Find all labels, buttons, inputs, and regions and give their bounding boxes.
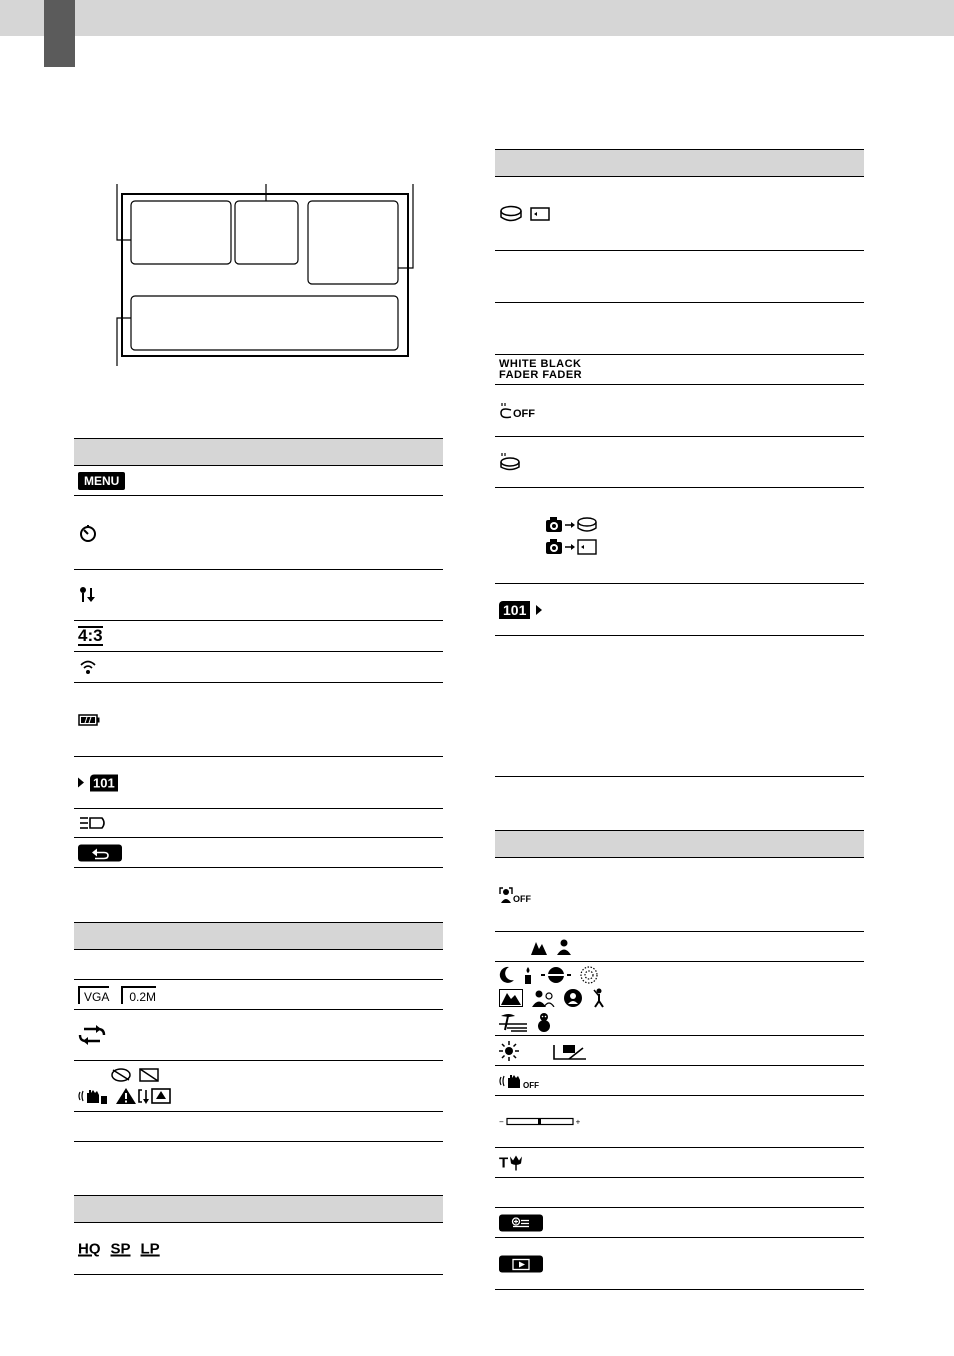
- fireworks-icon: [579, 966, 599, 984]
- play-arrow-icon: [78, 778, 84, 788]
- repeat-icon: [78, 1025, 106, 1045]
- copy-to-media-icon: [545, 516, 601, 534]
- table-row: [74, 496, 443, 570]
- camera-shake-warning-icon: [78, 1087, 110, 1105]
- face-off-icon: OFF: [499, 402, 535, 420]
- table-row: [74, 838, 443, 868]
- table-row: [495, 437, 864, 488]
- section-tab: [44, 0, 75, 67]
- media-error-icon: [110, 1067, 132, 1083]
- focus-icons: [531, 939, 571, 955]
- table-row: [74, 466, 443, 496]
- portrait-icon: [557, 939, 571, 955]
- image-size-icon: VGA 0.2M: [78, 986, 156, 1004]
- table-row: [495, 1066, 864, 1096]
- table-row: [74, 809, 443, 838]
- sunrise-sunset-icon: [541, 966, 571, 984]
- table-row: [495, 488, 864, 584]
- table-row: [495, 858, 864, 932]
- table-row: [495, 1208, 864, 1238]
- table-row: [74, 1010, 443, 1061]
- battery-icon: [78, 714, 100, 726]
- option-button-icon: [499, 1214, 543, 1231]
- sports-icon: [591, 988, 607, 1008]
- menu-icon: MENU: [78, 472, 125, 490]
- table-row: [74, 683, 443, 757]
- table-header: [74, 439, 443, 466]
- face-detect-off-icon: OFF: [499, 886, 531, 904]
- left-table-3: [74, 1195, 443, 1275]
- led-light-icon: [78, 815, 108, 831]
- warning-icon: [116, 1087, 176, 1105]
- snow-icon: [535, 1012, 553, 1032]
- self-timer-icon: [78, 523, 98, 543]
- table-row: [495, 303, 864, 355]
- candle-icon: [523, 966, 533, 984]
- recording-mode-icon: HQ SP LP: [78, 1240, 160, 1257]
- steady-shot-off-icon: OFF: [499, 1072, 539, 1090]
- table-row: [495, 932, 864, 962]
- outdoor-icon: [499, 1041, 519, 1061]
- landscape-scene-icon: [499, 989, 523, 1007]
- table-row: [495, 385, 864, 437]
- table-row: [74, 1112, 443, 1142]
- view-images-button-icon: [499, 1255, 543, 1272]
- table-row: [74, 621, 443, 652]
- microphone-level-icon: [78, 585, 98, 605]
- left-table-2: [74, 922, 443, 1142]
- table-header: [495, 150, 864, 177]
- copy-to-card-icon: [545, 538, 601, 556]
- table-row: [495, 251, 864, 303]
- night-scene-icon: [499, 966, 515, 984]
- soft-portrait-icon: [531, 989, 555, 1007]
- play-arrow-icon: [536, 605, 542, 615]
- table-row: [74, 980, 443, 1010]
- one-push-wb-icon: [553, 1042, 587, 1060]
- right-table-2: [495, 830, 864, 1290]
- table-row: [74, 757, 443, 809]
- table-row: [495, 1096, 864, 1148]
- table-row: [495, 1238, 864, 1290]
- face-detection-icon: [499, 452, 521, 472]
- screen-layout-diagram: [100, 175, 430, 375]
- table-row: [74, 570, 443, 621]
- table-row: [495, 1178, 864, 1208]
- wireless-icon: [78, 658, 98, 676]
- table-row: [74, 652, 443, 683]
- header-bar: [0, 0, 954, 36]
- right-table-1: [495, 149, 864, 777]
- return-icon: [78, 844, 122, 861]
- table-row: [495, 636, 864, 777]
- table-row: [495, 1036, 864, 1066]
- left-table-1: [74, 438, 443, 868]
- table-row: [74, 950, 443, 980]
- white-balance-icons: [499, 1041, 587, 1061]
- table-row: [495, 177, 864, 251]
- aspect-ratio-icon: 4:3: [78, 626, 103, 645]
- table-row: [495, 355, 864, 385]
- folder-play-icon: 101: [499, 601, 530, 619]
- scene-selection-icons: [499, 966, 607, 1032]
- table-row: [74, 1061, 443, 1112]
- table-header: [74, 923, 443, 950]
- table-header: [74, 1196, 443, 1223]
- table-row: [495, 1148, 864, 1178]
- spotlight-icon: [563, 988, 583, 1008]
- landscape-icon: [531, 939, 547, 955]
- folder-icon: 101: [90, 774, 118, 791]
- table-row: [74, 1223, 443, 1275]
- fader-icon: WHITE BLACK FADER FADER: [499, 357, 583, 381]
- card-error-icon: [138, 1067, 160, 1083]
- exposure-bar-icon: − +: [499, 1117, 581, 1126]
- beach-icon: [499, 1012, 527, 1032]
- table-row: [495, 962, 864, 1036]
- table-header: [495, 831, 864, 858]
- tele-macro-icon: T: [499, 1154, 523, 1171]
- table-row: [495, 584, 864, 636]
- media-icon: [499, 205, 551, 223]
